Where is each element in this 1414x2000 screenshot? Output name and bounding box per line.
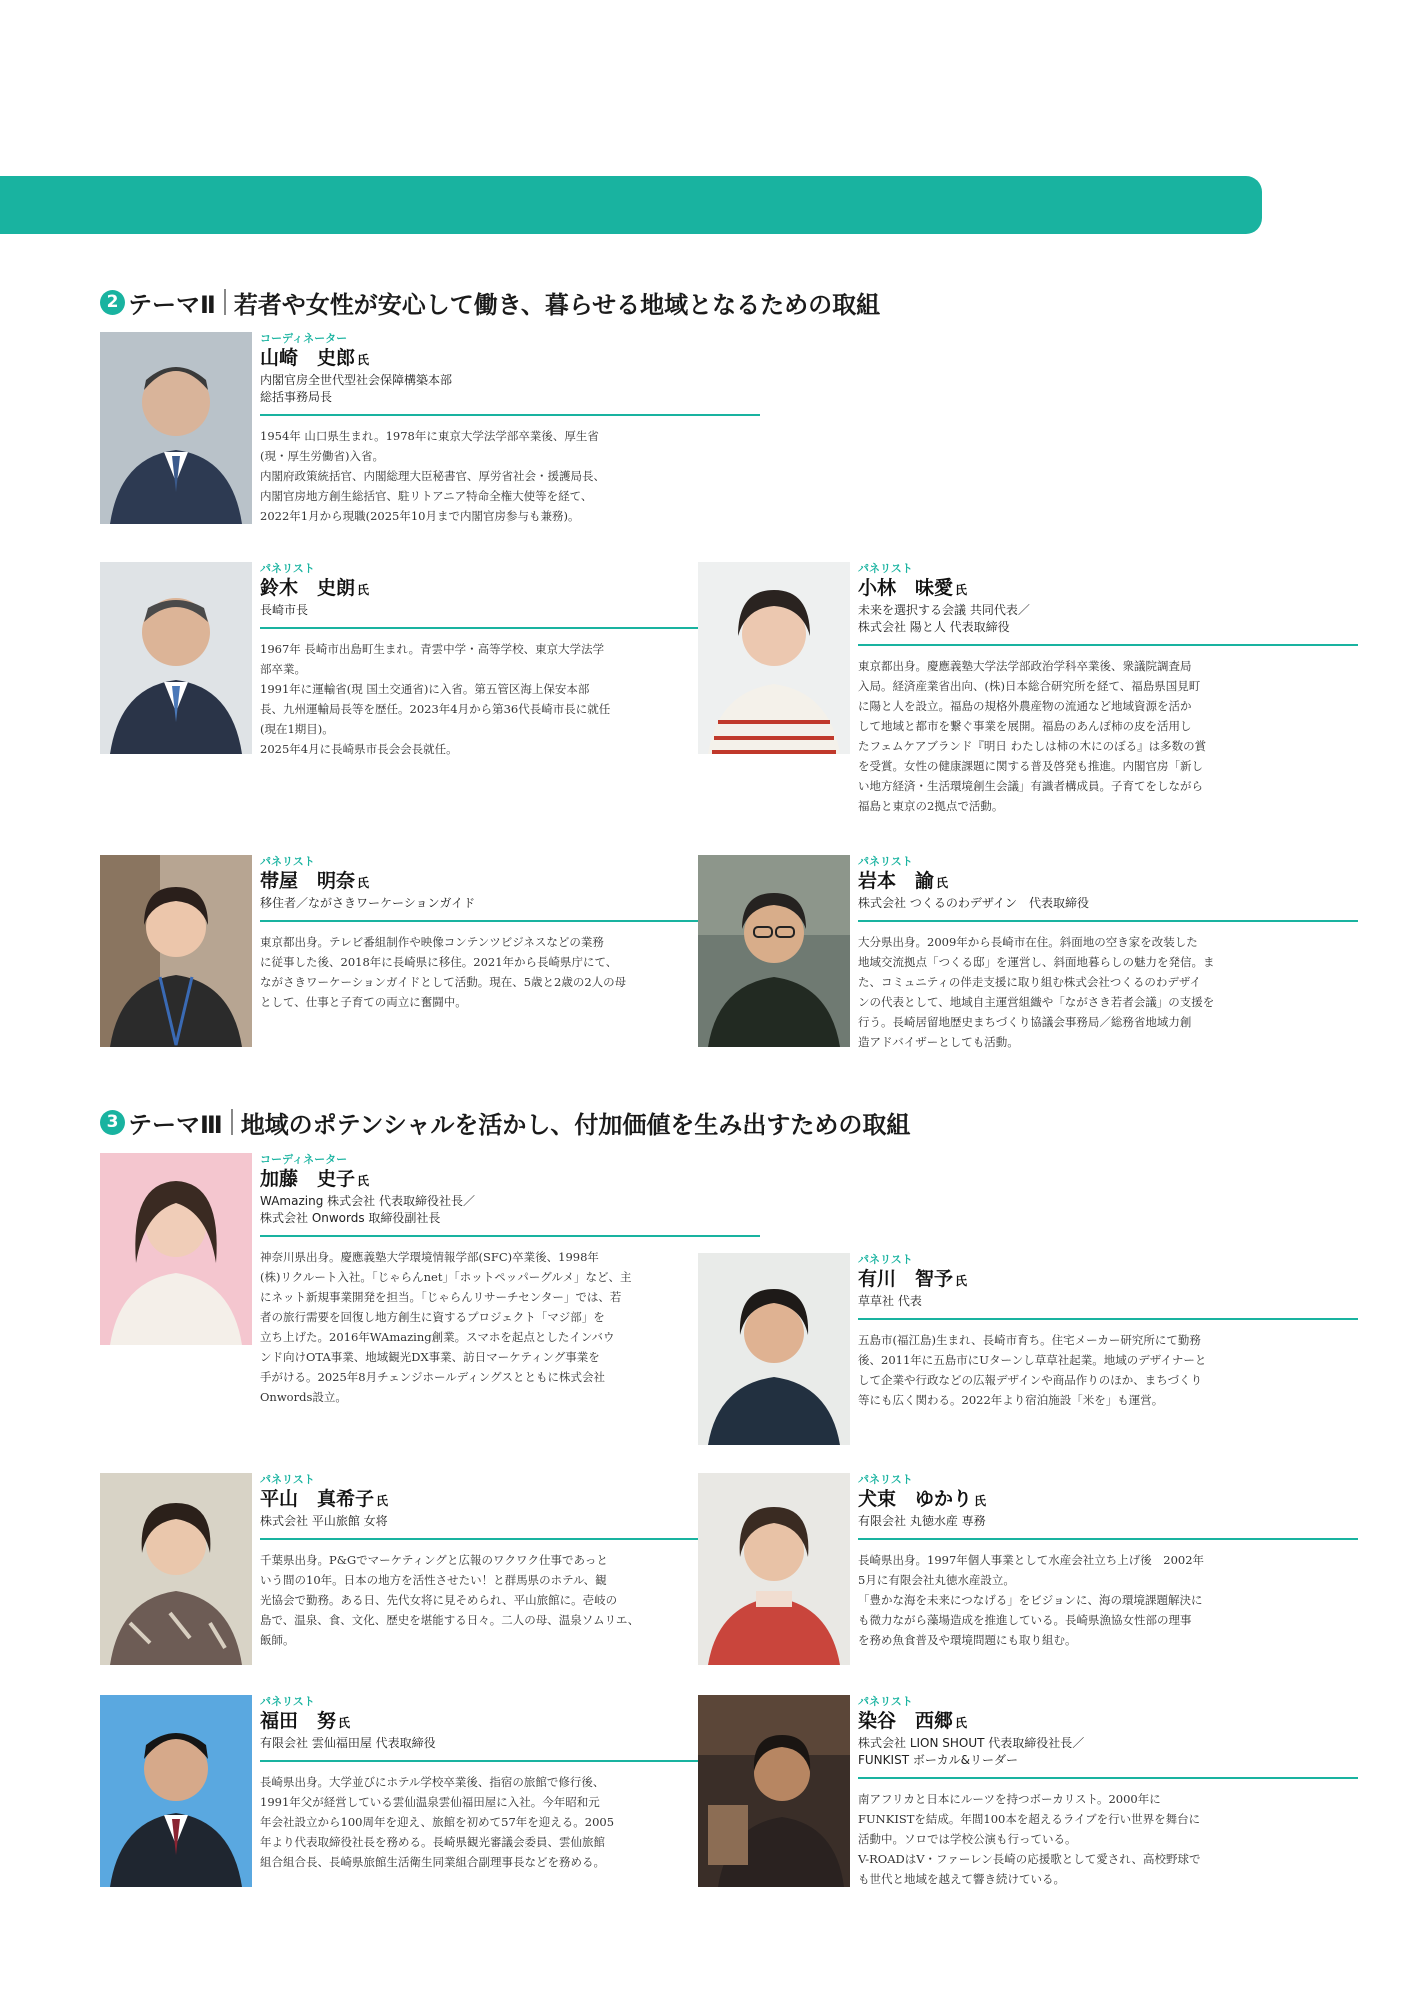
- person-role: パネリスト: [260, 1473, 315, 1486]
- person-name: 鈴木 史朗 氏: [260, 577, 370, 599]
- portrait-photo: [100, 1153, 252, 1345]
- title-separator: [231, 1109, 233, 1135]
- portrait-photo: [100, 855, 252, 1047]
- person-role: パネリスト: [858, 562, 913, 575]
- person-affiliation: WAmazing 株式会社 代表取締役社長／ 株式会社 Onwords 取締役副社長: [260, 1194, 475, 1225]
- person-bio: 東京都出身。テレビ番組制作や映像コンテンツビジネスなどの業務 に従事した後、2018年に長崎県に移住。2021年から長崎県庁にて、 ながさきワーケーションガイドとして活動。現在、5歳と2歳の2人の母 として、仕事と子育ての両立に奮闘中。: [260, 935, 627, 1009]
- portrait-photo: [698, 1473, 850, 1665]
- divider: [858, 1318, 1358, 1320]
- person-bio: 南アフリカと日本にルーツを持つボーカリスト。2000年に FUNKISTを結成。年間100本を超えるライブを行い世界を舞台に 活動中。ソロでは学校公演も行っている。 V-ROADはV・ファーレン長崎の応援歌として愛され、高校野球で も世代と地域を越えて響き続けている。: [858, 1792, 1201, 1886]
- person-affiliation: 株式会社 つくるのわデザイン 代表取締役: [858, 896, 1089, 910]
- title-separator: [224, 289, 226, 315]
- section-3-heading: 地域のポテンシャルを活かし、付加価値を生み出すための取組: [240, 1110, 911, 1139]
- person-affiliation: 未来を選択する会議 共同代表／ 株式会社 陽と人 代表取締役: [858, 603, 1030, 634]
- section-3-number: 3: [100, 1110, 125, 1135]
- person-affiliation: 長崎市長: [260, 603, 309, 617]
- divider: [260, 414, 760, 416]
- person-role: パネリスト: [858, 1473, 913, 1486]
- person-affiliation: 株式会社 平山旅館 女将: [260, 1514, 388, 1528]
- divider: [858, 644, 1358, 646]
- person-bio: 五島市(福江島)生まれ、長崎市育ち。住宅メーカー研究所にて勤務 後、2011年に五島市にUターンし草草社起業。地域のデザイナーと して企業や行政などの広報デザインや商品作りのほか、まちづくり 等にも広く関わる。2022年より宿泊施設「米を」も運営。: [858, 1333, 1207, 1407]
- section-3-title: [100, 1102, 910, 1142]
- divider: [858, 1538, 1358, 1540]
- person-bio: 1967年 長崎市出島町生まれ。青雲中学・高等学校、東京大学法学 部卒業。 1991年に運輸省(現 国土交通省)に入省。第五管区海上保安本部 長、九州運輸局長等を歴任。2023年4月から第36代長崎市長に就任 (現在1期目)。 2025年4月に長崎県市長会会長就任。: [260, 642, 611, 756]
- person-name: 犬束 ゆかり 氏: [858, 1488, 987, 1510]
- person-affiliation: 移住者／ながさきワーケーションガイド: [260, 896, 476, 910]
- portrait-photo: [698, 562, 850, 754]
- person-name: 山崎 史郎 氏: [260, 347, 370, 369]
- divider: [260, 1760, 760, 1762]
- person-role: パネリスト: [260, 1695, 315, 1708]
- person-bio: 長崎県出身。1997年個人事業として水産会社立ち上げ後 2002年 5月に有限会社丸徳水産設立。 「豊かな海を未来につなげる」をビジョンに、海の環境課題解決に も微力ながら藻場造成を推進している。長崎県漁協女性部の理事 を務め魚食普及や環境問題にも取り組む。: [858, 1553, 1205, 1647]
- portrait-photo: [100, 1473, 252, 1665]
- portrait-photo: [698, 1253, 850, 1445]
- person-bio: 千葉県出身。P&Gでマーケティングと広報のワクワク仕事であっと いう間の10年。日本の地方を活性させたい！と群馬県のホテル、観 光協会で勤務。ある日、先代女将に見そめられ、平山旅館に。壱岐の 島で、温泉、食、文化、歴史を堪能する日々。二人の母、温泉ソムリエ、 飯師。: [260, 1553, 640, 1647]
- person-bio: 東京都出身。慶應義塾大学法学部政治学科卒業後、衆議院調査局 入局。経済産業省出向、(株)日本総合研究所を経て、福島県国見町 に陽と人を設立。福島の規格外農産物の流通など地域資源を活か して地域と都市を繋ぐ事業を展開。福島のあんぽ柿の皮を活用し たフェムケアブランド『明日 わたしは柿の木にのぼる』は多数の賞 を受賞。女性の健康課題に関する普及啓発も推進。内閣官房「新し い地方経済・生活環境創生会議」有識者構成員。子育てをしながら 福島と東京の2拠点で活動。: [858, 659, 1207, 813]
- divider: [858, 1777, 1358, 1779]
- portrait-photo: [100, 562, 252, 754]
- person-role: パネリスト: [260, 855, 315, 868]
- header-band: [0, 176, 1262, 234]
- divider: [260, 920, 760, 922]
- person-bio: 大分県出身。2009年から長崎市在住。斜面地の空き家を改装した 地域交流拠点「つくる邸」を運営し、斜面地暮らしの魅力を発信。ま た、コミュニティの伴走支援に取り組む株式会社つくるのわデザイ ンの代表として、地域自主運営組織や「ながさき若者会議」の支援を 行う。長崎居留地歴史まちづくり協議会事務局／総務省地域力創 造アドバイザーとしても活動。: [858, 935, 1215, 1049]
- portrait-photo: [698, 1695, 850, 1887]
- person-affiliation: 株式会社 LION SHOUT 代表取締役社長／ FUNKIST ボーカル&リーダー: [858, 1736, 1085, 1767]
- divider: [260, 1235, 760, 1237]
- section-2-title: [100, 282, 880, 322]
- person-affiliation: 有限会社 丸徳水産 専務: [858, 1514, 986, 1528]
- person-name: 加藤 史子 氏: [260, 1168, 370, 1190]
- section-2-heading: 若者や女性が安心して働き、暮らせる地域となるための取組: [233, 290, 881, 319]
- person-name: 福田 努 氏: [260, 1710, 351, 1732]
- person-bio: 長崎県出身。大学並びにホテル学校卒業後、指宿の旅館で修行後、 1991年父が経営している雲仙温泉雲仙福田屋に入社。今年昭和元 年会社設立から100周年を迎え、旅館を初めて57年を迎える。2005 年より代表取締役社長を務める。長崎県観光審議会委員、雲仙旅館 組合組合長、長崎県旅館生活衛生同業組合副理事長などを務める。: [260, 1775, 615, 1869]
- person-role: パネリスト: [260, 562, 315, 575]
- person-role: コーディネーター: [260, 1153, 348, 1166]
- portrait-photo: [100, 332, 252, 524]
- section-3-theme: テーマⅢ: [128, 1110, 223, 1139]
- person-role: コーディネーター: [260, 332, 348, 345]
- person-role: パネリスト: [858, 855, 913, 868]
- person-affiliation: 草草社 代表: [858, 1294, 922, 1308]
- section-2-theme: テーマⅡ: [128, 290, 216, 319]
- divider: [858, 920, 1358, 922]
- person-name: 小林 味愛 氏: [858, 577, 968, 599]
- person-name: 帯屋 明奈 氏: [260, 870, 370, 892]
- person-role: パネリスト: [858, 1695, 913, 1708]
- portrait-photo: [698, 855, 850, 1047]
- person-role: パネリスト: [858, 1253, 913, 1266]
- person-bio: 神奈川県出身。慶應義塾大学環境情報学部(SFC)卒業後、1998年 (株)リクルート入社。「じゃらんnet」「ホットペッパーグルメ」など、主 にネット新規事業開発を担当。「じゃらんリサーチセンター」では、若 者の旅行需要を回復し地方創生に資するプロジェクト「マジ部」を 立ち上げた。2016年WAmazing創業。スマホを起点としたインバウ ンド向けOTA事業、地域観光DX事業、訪日マーケティング事業を 手がける。2025年8月チェンジホールディングスとともに株式会社 Onwords設立。: [260, 1250, 632, 1404]
- divider: [260, 627, 760, 629]
- person-name: 染谷 西郷 氏: [858, 1710, 968, 1732]
- divider: [260, 1538, 760, 1540]
- person-bio: 1954年 山口県生まれ。1978年に東京大学法学部卒業後、厚生省 (現・厚生労働省)入省。 内閣府政策統括官、内閣総理大臣秘書官、厚労省社会・援護局長、 内閣官房地方創生総括官、駐リトアニア特命全権大使等を経て、 2022年1月から現職(2025年10月まで内閣官房参与も兼務)。: [260, 429, 605, 523]
- person-name: 平山 真希子 氏: [260, 1488, 389, 1510]
- person-affiliation: 有限会社 雲仙福田屋 代表取締役: [260, 1736, 436, 1750]
- person-affiliation: 内閣官房全世代型社会保障構築本部 総括事務局長: [260, 373, 453, 404]
- portrait-photo: [100, 1695, 252, 1887]
- section-2-number: 2: [100, 290, 125, 315]
- person-name: 岩本 諭 氏: [858, 870, 949, 892]
- person-name: 有川 智予 氏: [858, 1268, 968, 1290]
